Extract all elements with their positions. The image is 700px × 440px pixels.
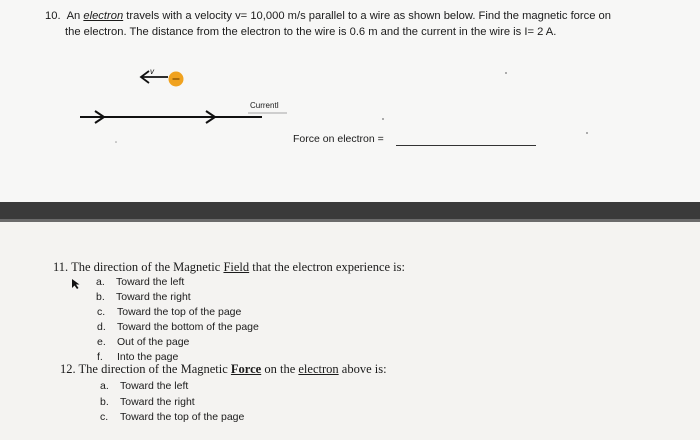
- q12-option-c[interactable]: [100, 411, 244, 423]
- option-text: Toward the bottom of the page: [117, 321, 259, 333]
- wire-arrow-left: [80, 111, 104, 123]
- question-text-end: above is:: [338, 362, 387, 376]
- q11-option-c[interactable]: [97, 306, 241, 318]
- question-text-line2: the electron. The distance from the electron to the wire is 0.6 m and the current in the wire is I= 2 A.: [65, 26, 557, 38]
- answer-blank[interactable]: [396, 145, 536, 146]
- lower-sheet: [0, 222, 700, 440]
- q12-option-a[interactable]: [100, 380, 188, 392]
- option-text: Toward the right: [120, 396, 195, 408]
- question-text-start: The direction of the Magnetic: [78, 362, 231, 376]
- force-prompt: Force on electron =: [293, 133, 384, 145]
- question-number: 10.: [45, 10, 61, 22]
- wire-diagram: [0, 0, 700, 202]
- velocity-label: v: [150, 67, 154, 76]
- option-letter: d.: [97, 321, 106, 333]
- option-text: Toward the left: [120, 380, 189, 392]
- upper-sheet: [0, 0, 700, 202]
- option-text: Into the page: [117, 351, 179, 363]
- question-text-rest: travels with a velocity v= 10,000 m/s parallel to a wire as shown below. Find the magnetic force on: [123, 10, 612, 22]
- option-letter: b.: [96, 291, 105, 303]
- option-letter: a.: [96, 276, 105, 288]
- current-label: CurrentI: [250, 101, 279, 110]
- option-letter: a.: [100, 380, 109, 392]
- option-text: Toward the right: [116, 291, 191, 303]
- option-text: Toward the top of the page: [120, 411, 245, 423]
- question-text-end: that the electron experience is:: [249, 260, 405, 274]
- question-text-start: An: [66, 10, 84, 22]
- q11-option-b[interactable]: [96, 291, 191, 303]
- q11-option-a[interactable]: [96, 276, 184, 288]
- option-letter: f.: [97, 351, 103, 363]
- question-12-title: [60, 362, 387, 377]
- option-letter: c.: [97, 306, 106, 318]
- mouse-cursor-icon: [71, 278, 81, 290]
- question-text-mid: on the: [261, 362, 299, 376]
- sheet-separator: [0, 202, 700, 219]
- question-number: 12.: [60, 362, 76, 376]
- q12-option-b[interactable]: [100, 396, 195, 408]
- force-word: Force: [230, 362, 262, 376]
- electron-word: electron: [298, 362, 339, 376]
- option-letter: c.: [100, 411, 109, 423]
- speck: [586, 132, 588, 134]
- option-letter: b.: [100, 396, 109, 408]
- q11-option-d[interactable]: [97, 321, 259, 333]
- question-text-start: The direction of the Magnetic: [71, 260, 224, 274]
- option-text: Toward the left: [116, 276, 185, 288]
- speck: [115, 141, 117, 143]
- option-text: Out of the page: [117, 336, 190, 348]
- q11-option-e[interactable]: [97, 336, 189, 348]
- velocity-arrow: [141, 71, 168, 83]
- question-11-title: [53, 260, 405, 275]
- option-letter: e.: [97, 336, 106, 348]
- speck: [382, 118, 384, 120]
- electron-word: electron: [83, 10, 124, 22]
- speck: [505, 72, 507, 74]
- option-text: Toward the top of the page: [117, 306, 242, 318]
- field-word: Field: [223, 260, 250, 274]
- question-number: 11.: [53, 260, 69, 274]
